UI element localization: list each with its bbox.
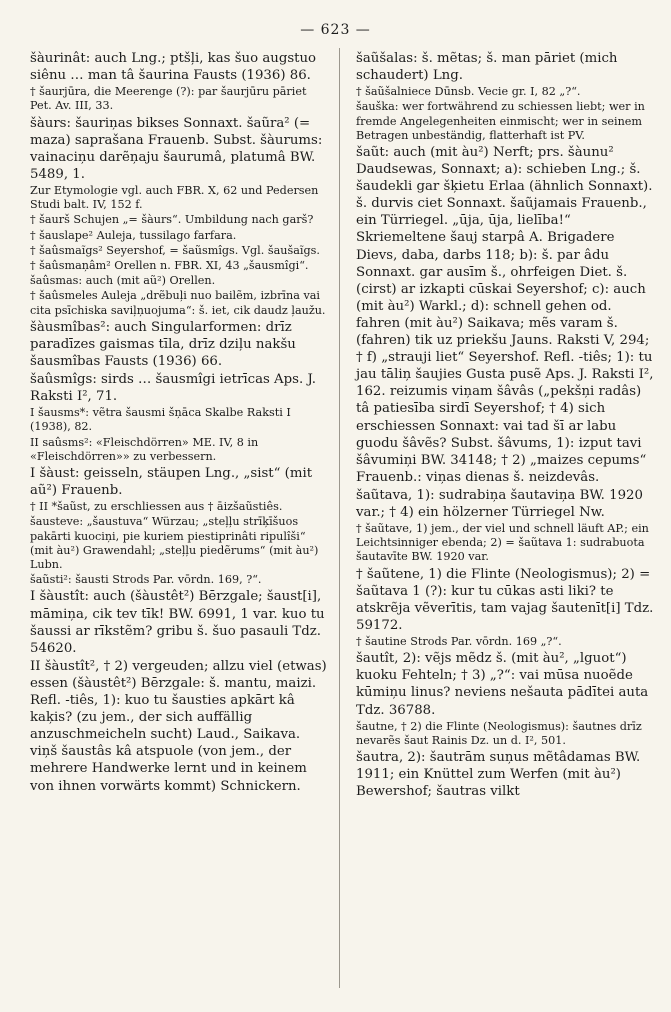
page-number: — 623 — xyxy=(300,22,371,38)
dictionary-entry: † šaũtave, 1) jem., der viel und schnell läuft AP.; ein Leichtsinniger ebenda; 2) = šaũtava 1: sudrabuota šautavīte BW. 1920 var. xyxy=(356,522,649,564)
dictionary-entry: šaũt: auch (mit àu²) Nerft; prs. šàunu² Daudsewas, Sonnaxt; a): schieben Lng.; š. šaudekli gar šķietu Erlaa (ähnlich Sonnaxt). š. durvis ciet Sonnaxt. šaũjamais Frauenb., ein Türriegel. „ūja, ūja, lielība!“ Skriemeltene šauj starpâ A. Brigadere Dievs, daba, darbs 118; b): š. par âdu Sonnaxt. gar ausīm š., ohrfeigen Diet. š. (cirst) ar izkapti cūskai Seyershof; c): auch (mit àu²) Warkl.; d): schnell gehen od. fahren (mit àu²) Saikava; mẽs varam š. (fahren) tik uz priekšu Jauns. Raksti V, 294; † f) „strauji liet“ Seyershof. Refl. -tiês; 1): tu jau tāliņ šaujies Gusta pusẽ Aps. J. Raksti I², 162. reizumis viņam šâvâs („pekšņi radâs) tâ patiesība sirdī Seyershof; † 4) sich erschiessen Sonnaxt: vai tad šī ar labu guodu šâvẽs? Subst. šâvums, 1): izput tavi šâvumiņi BW. 34148; † 2) „maizes cepums“ Frauenb.: viņas dienas š. neizdevâs. xyxy=(356,145,654,485)
right-column xyxy=(356,50,654,801)
dictionary-entry: šàurs: šauriņas bikses Sonnaxt. šaũra² (= maza) saprašana Frauenb. Subst. šàurums: vainaciņu darẽņaju šaurumâ, platumâ BW. 5489, 1. xyxy=(30,115,323,182)
dictionary-entry: šaûsmas: auch (mit aũ²) Orellen. xyxy=(30,274,216,288)
dictionary-entry: šaũšalas: š. mẽtas; š. man pāriet (mich schaudert) Lng. xyxy=(356,51,618,84)
dictionary-entry: šauška: wer fortwährend zu schiessen liebt; wer in fremde Angelegenheiten einmischt; wer in seinem Betragen unbeständig, flatterhaft ist PV. xyxy=(356,100,645,142)
dictionary-entry: šautne, † 2) die Flinte (Neologismus): šautnes drīz nevarẽs šaut Rainis Dz. un d. I², 501. xyxy=(356,719,642,747)
dictionary-entry: I šausms*: vẽtra šausmi šņāca Skalbe Raksti I (1938), 82. xyxy=(30,406,291,434)
dictionary-entry: šaũsti²: šausti Strods Par. vōrdn. 169, ?“. xyxy=(30,573,262,587)
dictionary-entry: šautît, 2): vẽjs mẽdz š. (mit àu², „lguot“) kuoku Fehteln; † 3) „?“: vai mūsa nuoẽde kūmiņu linus? neviens nešauta pādītei auta Tdz. 36788. xyxy=(356,651,649,718)
dictionary-entry: II šàustît², † 2) vergeuden; allzu viel (etwas) essen (šàustêt²) Bērzgale: š. mantu, maizi. Refl. -tiês, 1): kuo tu šausties apkārt kâ kaķis? (zu jem., der sich auffällig anzuschmeicheln sucht) Laud., Saikava. viņš šaustâs kâ atspuole (von jem., der mehrere Handwerke lernt und in keinem von ihnen vorwärts kommt) Schnickern. xyxy=(30,658,327,794)
dictionary-entry: † šaurjūra, die Meerenge (?): par šaurjūru pāriet Pet. Av. III, 33. xyxy=(30,85,307,113)
dictionary-entry: I šàustît: auch (šàustêt²) Bērzgale; šaust[i], māmiņa, cik tev tīk! BW. 6991, 1 var. kuo tu šaussi ar rīkstẽm? gribu š. šuo pasauli Tdz. 54620. xyxy=(30,589,325,656)
dictionary-entry: † šaũtene, 1) die Flinte (Neologismus); 2) = šaũtava 1 (?): kur tu cūkas asti liki? te atskrẽja vẽverītis, tam vajag šautenīt[i] Tdz. 59172. xyxy=(356,566,654,633)
dictionary-entry: šàurinât: auch Lng.; ptšļi, kas šuo augstuo siênu … man tâ šaurina Fausts (1936) 86. xyxy=(30,51,317,84)
dictionary-entry: † šauslape² Auleja, tussilago farfara. xyxy=(30,228,237,242)
dictionary-entry: šàusmîbas²: auch Singularformen: drīz paradīzes gaismas tīla, drīz dziļu nakšu šausmîbas Fausts (1936) 66. xyxy=(30,319,296,369)
dictionary-entry: † šautine Strods Par. vōrdn. 169 „?“. xyxy=(356,635,562,649)
dictionary-entry: šaûsmîgs: sirds … šausmîgi ietrīcas Aps. J. Raksti I², 71. xyxy=(30,372,316,405)
dictionary-entry: † šaurš Schujen „= šàurs“. Umbildung nach garš? xyxy=(30,213,314,227)
column-divider xyxy=(339,48,340,988)
dictionary-entry: † šaûsmaĩgs² Seyershof, = šaũsmîgs. Vgl. šaušaĩgs. xyxy=(30,243,320,257)
dictionary-entry: † II *šaũst, zu erschliessen aus † āizšaũstiês. xyxy=(30,500,283,514)
dictionary-entry: Zur Etymologie vgl. auch FBR. X, 62 und Pedersen Studi balt. IV, 152 f. xyxy=(30,183,319,212)
dictionary-entry: † šaûsmeles Auleja „drẽbuļi nuo bailẽm, izbrīna vai cita psīchiska saviļņuojuma“: š. iet, cik daudz ļaužu. xyxy=(30,289,326,317)
dictionary-entry: † šaûsmaņâm² Orellen n. FBR. XI, 43 „šausmîgi“. xyxy=(30,258,309,272)
dictionary-entry: šautra, 2): šautrām suņus mẽtâdamas BW. 1911; ein Knüttel zum Werfen (mit àu²) Bewershof; šautras vilkt xyxy=(356,750,641,800)
dictionary-entry: † šaũšalniece Dūnsb. Vecie gr. I, 82 „?“. xyxy=(356,85,581,99)
dictionary-entry: šaũtava, 1): sudrabiņa šautaviņa BW. 1920 var.; † 4) ein hölzerner Türriegel Nw. xyxy=(356,487,643,520)
dictionary-entry: I šàust: geisseln, stäupen Lng., „sist“ (mit aũ²) Frauenb. xyxy=(30,466,313,499)
left-column xyxy=(30,50,330,796)
dictionary-entry: šausteve: „šaustuva“ Würzau; „steļļu strīķīšuos pakārti kuociņi, pie kuriem piestiprinâti ripulîši“ (mit àu²) Grawendahl; „steļļu piedẽrums“ (mit àu²) Lubn. xyxy=(30,515,319,572)
dictionary-entry: II saûsms²: «Fleischdörren» ME. IV, 8 in «Fleischdörren»» zu verbessern. xyxy=(30,435,259,463)
